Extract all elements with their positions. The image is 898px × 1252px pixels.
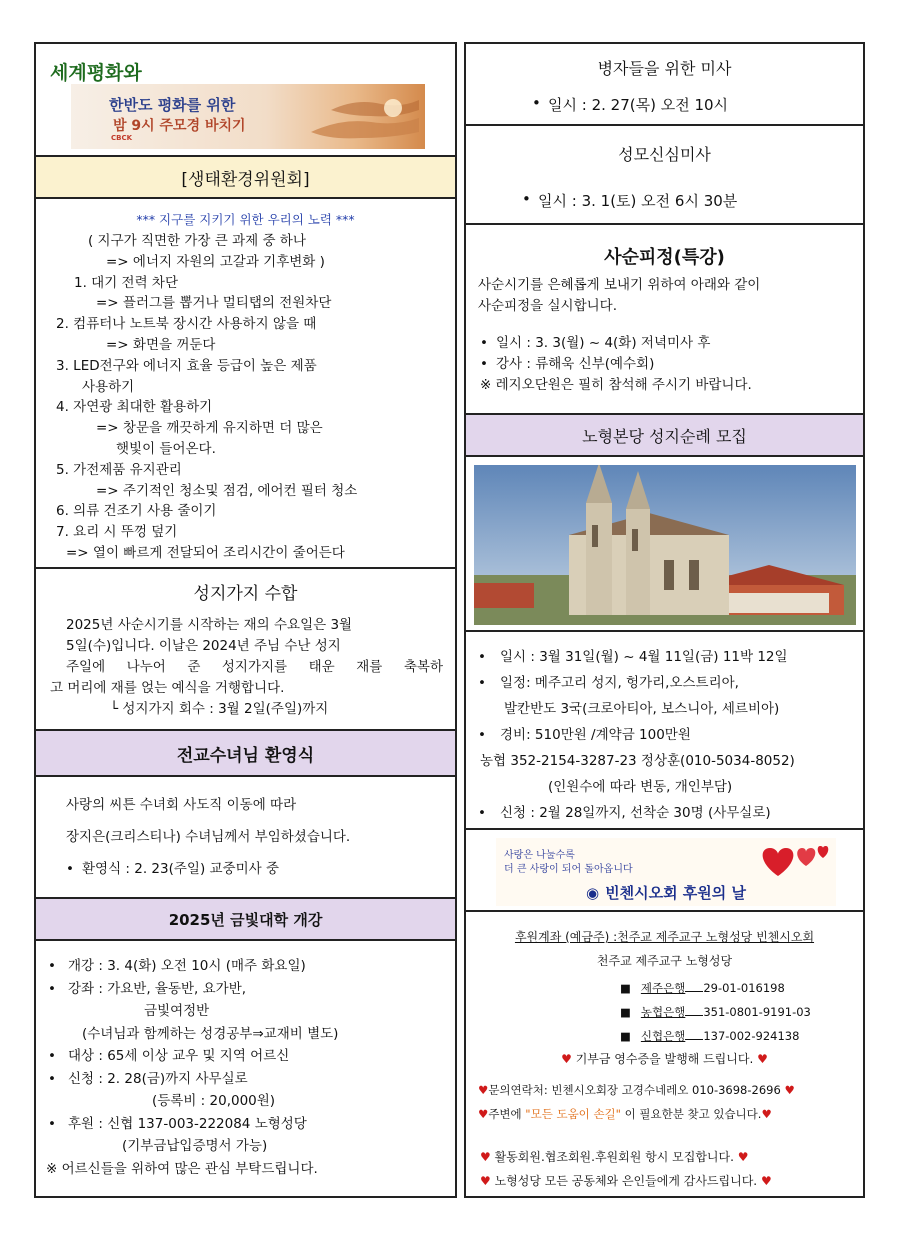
- bullet-icon: •: [48, 1115, 56, 1132]
- vincent-banner-line1: 사랑은 나눌수록: [504, 850, 575, 861]
- college-item-text: 강좌 : 가요반, 율동반, 요가반,: [68, 980, 247, 997]
- marian-mass-date: • 일시 : 3. 1(토) 오전 6시 30분: [516, 190, 737, 211]
- vincent-banner: [496, 838, 836, 906]
- vincent-logo-icon: ◉: [586, 884, 600, 902]
- vincent-banner-title: [496, 882, 836, 903]
- sick-mass-date: • 일시 : 2. 27(목) 오전 10시: [526, 94, 728, 115]
- palm-branch-title: 성지가지 수합: [193, 584, 298, 604]
- cbck-logo: CBCK: [111, 134, 133, 142]
- pilgrimage-item-text: 발칸반도 3국(크로아티아, 보스니아, 세르비아): [504, 701, 780, 717]
- peace-prayer-section: [36, 44, 455, 157]
- praying-hands-icon: [301, 88, 421, 146]
- eco-item: => 화면을 꺼둔다: [106, 336, 216, 353]
- sister-line-2: 장지은(크리스티나) 수녀님께서 부임하셨습니다.: [66, 829, 351, 845]
- heart-icon: ♥: [480, 1174, 491, 1188]
- contact-text: 문의연락처: 빈첸시오회장 고경수네레오 010-3698-2696: [488, 1083, 781, 1097]
- peace-banner-line1: 한반도 평화를 위한: [109, 96, 236, 114]
- sick-mass-bullets: [526, 94, 728, 115]
- college-item-text: (기부금납입증명서 가능): [122, 1138, 268, 1154]
- eco-item: 6. 의류 건조기 사용 줄이기: [56, 503, 217, 520]
- pilgrimage-header: 노형본당 성지순례 모집: [464, 413, 865, 457]
- bank-number: 351-0801-9191-03: [703, 1005, 811, 1019]
- account-line: 후원계좌 (예금주) :천주교 제주교구 노형성당 빈첸시오회: [514, 930, 815, 944]
- college-item: [44, 1158, 447, 1181]
- college-item: [44, 1090, 447, 1113]
- marian-mass-bullets: [516, 190, 737, 211]
- pilgrimage-item-text: (인원수에 따라 변동, 개인부담): [548, 779, 733, 795]
- heart-icon: ♥: [480, 1150, 491, 1164]
- eco-section: [36, 199, 455, 569]
- sick-mass-title: 병자들을 위한 미사: [597, 59, 732, 78]
- college-item: [44, 978, 447, 1001]
- pilgrimage-item: [468, 800, 861, 826]
- heart-icon: ♥: [478, 1107, 489, 1121]
- bullet-icon: •: [48, 1048, 56, 1064]
- bank-name: 농협은행: [640, 1005, 686, 1019]
- heart-icon: ♥: [761, 1107, 772, 1121]
- vincent-banner-section: [464, 828, 865, 912]
- college-header: 2025년 금빛대학 개강: [36, 899, 455, 941]
- pilgrimage-photo-section: [464, 455, 865, 632]
- help-post: 이 필요한분 찾고 있습니다.: [620, 1107, 762, 1121]
- college-item-text: 대상 : 65세 이상 교우 및 지역 어르신: [68, 1048, 290, 1064]
- sister-line-1: 사랑의 씨튼 수녀회 사도직 이동에 따라: [66, 797, 297, 813]
- bullet-icon: •: [48, 958, 56, 974]
- pilgrimage-item-text: 신청 : 2월 28일까지, 선착순 30명 (사무실로): [500, 805, 771, 821]
- eco-item: 1. 대기 전력 차단: [74, 274, 178, 291]
- ash-line-5: └ 성지가지 회수 : 3월 2일(주일)까지: [110, 701, 329, 717]
- eco-item: 4. 자연광 최대한 활용하기: [56, 399, 213, 416]
- eco-item: 사용하기: [82, 378, 135, 395]
- pilgrimage-item: [468, 644, 861, 670]
- bullet-icon: •: [478, 675, 486, 691]
- bank-item: ■ 신협은행 137-002-924138: [620, 1029, 800, 1043]
- college-list: [44, 955, 447, 1180]
- pilgrimage-item-text: 일시 : 3월 31일(월) ~ 4월 11일(금) 11박 12일: [500, 649, 788, 665]
- contact-line: [478, 1082, 795, 1098]
- peace-title: 세계평화와: [50, 62, 142, 84]
- receipt-line: [466, 1050, 863, 1067]
- college-item-text: (등록비 : 20,000원): [152, 1093, 276, 1109]
- bullet-icon: •: [48, 980, 56, 997]
- pilgrimage-item-text: 농협 352-2154-3287-23 정상훈(010-5034-8052): [480, 753, 795, 769]
- college-item-text: 개강 : 3. 4(화) 오전 10시 (매주 화요일): [68, 958, 306, 974]
- pilgrimage-item: [468, 774, 861, 800]
- eco-list: [36, 231, 455, 564]
- college-item-text: 후원 : 신협 137-003-222084 노형성당: [68, 1115, 307, 1132]
- right-column: [464, 42, 865, 1198]
- heart-icon: ♥: [784, 1083, 795, 1097]
- peace-banner: [71, 84, 425, 149]
- thanks-text: 노형성당 모든 공동체와 은인들에게 감사드립니다.: [494, 1174, 758, 1188]
- heart-icon: ♥: [737, 1150, 749, 1164]
- college-item: [44, 1023, 447, 1046]
- lent-speaker: • 강사 : 류해욱 신부(예수회): [474, 354, 710, 375]
- marian-mass-title: 성모신심미사: [618, 145, 711, 164]
- pilgrimage-item: [468, 722, 861, 748]
- bullet-icon: •: [48, 1070, 56, 1087]
- pilgrimage-list: [468, 644, 861, 826]
- lent-note: ※ 레지오단원은 필히 참석해 주시기 바랍니다.: [480, 377, 752, 393]
- lent-intro-2: 사순피정을 실시합니다.: [478, 298, 617, 314]
- eco-item: => 플러그를 뽑거나 멀티탭의 전원차단: [96, 295, 332, 312]
- college-item: [44, 1135, 447, 1158]
- help-quote: "모든 도움이 손길": [525, 1107, 621, 1121]
- lent-retreat-section: [464, 223, 865, 415]
- lent-bullets: [474, 333, 710, 375]
- bank-number: 29-01-016198: [703, 981, 785, 995]
- eco-item: 5. 가전제품 유지관리: [56, 461, 182, 478]
- lent-retreat-title: 사순피정(특강): [604, 247, 725, 268]
- account-owner: 천주교 제주교구 노형성당: [596, 954, 733, 968]
- eco-item: ( 지구가 직면한 가장 큰 과제 중 하나: [88, 233, 306, 249]
- pilgrimage-item-text: 일정: 메주고리 성지, 헝가리,오스트리아,: [500, 675, 739, 691]
- college-item: [44, 1113, 447, 1136]
- bank-number: 137-002-924138: [703, 1029, 800, 1043]
- heart-icon: ♥: [760, 1174, 772, 1188]
- sister-welcome-header: 전교수녀님 환영식: [36, 731, 455, 777]
- heart-icon: ♥: [561, 1052, 572, 1066]
- heart-icon: ♥: [757, 1052, 768, 1066]
- eco-item: 7. 요리 시 뚜껑 덮기: [56, 524, 178, 541]
- pilgrimage-item: [468, 670, 861, 696]
- peace-banner-line2: 밤 9시 주모경 바치기: [113, 118, 246, 134]
- cathedral-photo: [474, 465, 856, 625]
- heart-icon: ♥: [478, 1083, 489, 1097]
- help-pre: 주변에: [488, 1107, 526, 1121]
- vincent-details-section: [464, 910, 865, 1198]
- members-text: 활동회원.협조회원.후원회원 항시 모집합니다.: [494, 1150, 734, 1164]
- bank-name: 제주은행: [640, 981, 686, 995]
- eco-item: => 창문을 깨끗하게 유지하면 더 많은: [96, 420, 323, 437]
- college-item-text: ※ 어르신들을 위하여 많은 관심 부탁드립니다.: [46, 1160, 318, 1177]
- college-item: [44, 955, 447, 978]
- college-section: [36, 941, 455, 1198]
- ash-line-1: 2025년 사순시기를 시작하는 재의 수요일은 3월: [66, 617, 353, 633]
- eco-item: => 주기적인 청소및 점검, 에어컨 필터 청소: [96, 482, 358, 499]
- bullet-icon: •: [478, 805, 486, 821]
- receipt-text: 기부금 영수증을 발행해 드립니다.: [575, 1052, 754, 1066]
- college-item: [44, 1000, 447, 1023]
- welcome-ceremony-item: • 환영식 : 2. 23(주일) 교중미사 중: [60, 859, 279, 880]
- vincent-banner-line3: 빈첸시오회 후원의 날: [605, 884, 746, 902]
- marian-mass-section: [464, 124, 865, 225]
- eco-item: => 열이 빠르게 전달되어 조리시간이 줄어든다: [66, 544, 345, 561]
- bank-item: ■ 농협은행 351-0801-9191-03: [620, 1005, 811, 1019]
- pilgrimage-details-section: [464, 630, 865, 830]
- pilgrimage-item: [468, 696, 861, 722]
- eco-item: => 에너지 자원의 고갈과 기후변화 ): [106, 253, 325, 270]
- college-item-text: (수녀님과 함께하는 성경공부⇒교재비 별도): [82, 1025, 339, 1042]
- sister-welcome-section: [36, 777, 455, 899]
- eco-committee-header: [생태환경위원회]: [36, 157, 455, 199]
- bank-name: 신협은행: [640, 1029, 686, 1043]
- ash-line-3: 주일에 나누어 준 성지가지를 태운 재를 축복하: [66, 659, 443, 675]
- bullet-icon: •: [478, 649, 486, 665]
- college-item-text: 신청 : 2. 28(금)까지 사무실로: [68, 1070, 248, 1087]
- sister-bullets: [60, 859, 279, 880]
- ash-line-4: 고 머리에 재를 얹는 예식을 거행합니다.: [50, 680, 285, 696]
- hearts-icon: [756, 842, 836, 878]
- vincent-banner-line2: 더 큰 사랑이 되어 돌아옵니다: [504, 864, 633, 875]
- college-item: [44, 1045, 447, 1068]
- members-line: [480, 1148, 749, 1165]
- pilgrimage-item-text: 경비: 510만원 /계약금 100만원: [500, 727, 691, 743]
- lent-date: • 일시 : 3. 3(월) ~ 4(화) 저녁미사 후: [474, 333, 710, 354]
- bank-item: ■ 제주은행 29-01-016198: [620, 981, 785, 995]
- eco-item: 햇빛이 들어온다.: [116, 440, 216, 457]
- eco-subtitle: *** 지구를 지키기 위한 우리의 노력 ***: [136, 212, 355, 227]
- bullet-icon: •: [478, 727, 486, 743]
- help-line: [478, 1106, 772, 1122]
- lent-intro-1: 사순시기를 은혜롭게 보내기 위하여 아래와 같이: [478, 277, 761, 293]
- sick-mass-section: [464, 42, 865, 126]
- eco-item: 2. 컴퓨터나 노트북 장시간 사용하지 않을 때: [56, 316, 317, 333]
- eco-item: 3. LED전구와 에너지 효율 등급이 높은 제품: [56, 357, 317, 374]
- college-item: [44, 1068, 447, 1091]
- bank-list: [620, 976, 811, 1048]
- pilgrimage-item: [468, 748, 861, 774]
- thanks-line: [480, 1172, 772, 1189]
- ash-line-2: 5일(수)입니다. 이날은 2024년 주님 수난 성지: [66, 638, 341, 654]
- left-column: [34, 42, 457, 1198]
- college-item-text: 금빛여정반: [144, 1003, 210, 1019]
- palm-branch-section: [36, 569, 455, 731]
